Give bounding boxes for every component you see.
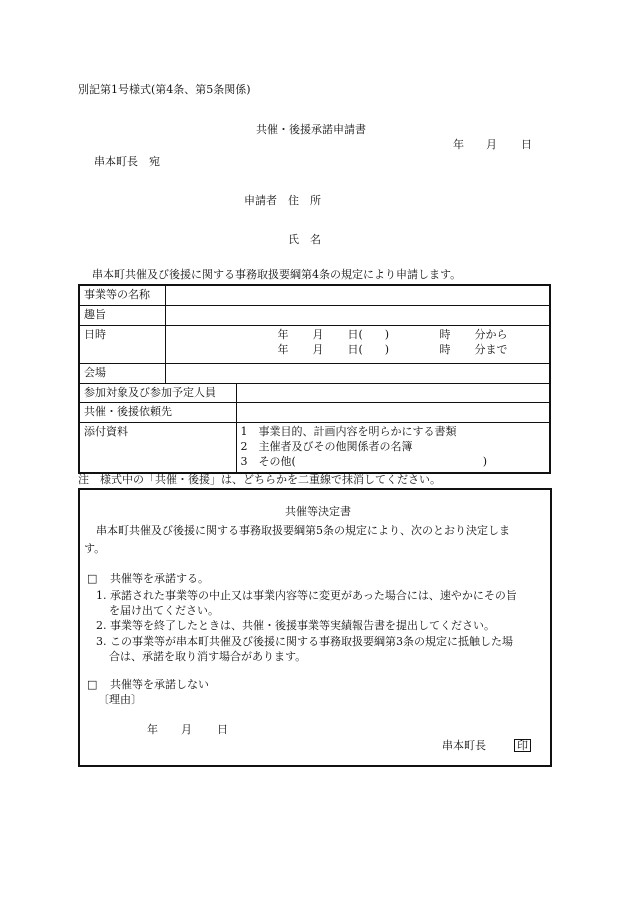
footnote: 注 様式中の「共催・後援」は、どちらかを二重線で抹消してください。 xyxy=(78,473,441,486)
condition-3-line1: 3. この事業等が串本町共催及び後援に関する事務取扱要綱第3条の規定に抵触した場 xyxy=(96,635,513,648)
page-title: 共催・後援承諾申請書 xyxy=(256,123,366,136)
start-day: 日( ) xyxy=(347,327,390,341)
datetime-end xyxy=(278,343,546,358)
end-year: 年 xyxy=(277,342,289,356)
application-form-table xyxy=(78,284,551,474)
decision-title: 共催等決定書 xyxy=(285,505,351,518)
venue-label: 会場 xyxy=(79,363,165,383)
table-row xyxy=(79,403,550,423)
decision-section xyxy=(78,488,552,767)
condition-2-line1: 2. 事業等を終了したときは、共催・後援事業等実績報告書を提出してください。 xyxy=(96,619,495,632)
applicant-address-label: 住 所 xyxy=(288,194,321,207)
decision-intro-line1: 串本町共催及び後援に関する事務取扱要綱第5条の規定により、次のとおり決定しま xyxy=(96,524,510,537)
table-row xyxy=(79,325,550,363)
datetime-start xyxy=(278,328,546,343)
request-value xyxy=(236,403,550,423)
purpose-value xyxy=(165,305,550,325)
table-row xyxy=(79,383,550,403)
attachment-item: 1 事業目的、計画内容を明らかにする書類 xyxy=(240,425,457,439)
seal-stamp: 印 xyxy=(514,739,531,752)
request-label: 共催・後援依頼先 xyxy=(79,403,236,423)
event-name-value xyxy=(165,285,550,305)
signer-label: 串本町長 xyxy=(442,739,486,752)
attachments-label: 添付資料 xyxy=(79,423,236,473)
applicant-label: 申請者 xyxy=(244,194,277,207)
datetime-label: 日時 xyxy=(79,325,165,363)
form-number-note: 別記第1号様式(第4条、第5条関係) xyxy=(78,83,251,96)
end-month: 月 xyxy=(312,342,324,356)
condition-1-line1: 1. 承諾された事業等の中止又は事業内容等に変更があった場合には、速やかにその旨 xyxy=(96,589,517,602)
reject-checkbox[interactable]: □ xyxy=(87,678,98,691)
attachment-item: 3 その他( ) xyxy=(240,454,488,468)
event-name-label: 事業等の名称 xyxy=(79,285,165,305)
condition-3-line2: 合は、承諾を取り消す場合があります。 xyxy=(109,650,307,663)
start-hour: 時 xyxy=(439,327,451,341)
end-minute: 分まで xyxy=(474,342,508,356)
table-row xyxy=(79,285,550,305)
table-row xyxy=(79,423,550,473)
datetime-value xyxy=(165,325,550,363)
table-row xyxy=(79,305,550,325)
approve-label: 共催等を承諾する。 xyxy=(110,572,209,585)
reject-label: 共催等を承諾しない xyxy=(110,678,209,691)
approve-checkbox[interactable]: □ xyxy=(87,572,98,585)
signature-line xyxy=(442,739,531,752)
end-hour: 時 xyxy=(439,342,451,356)
reason-label: 〔理由〕 xyxy=(98,693,142,706)
applicant-name-label: 氏 名 xyxy=(288,233,321,246)
table-row xyxy=(79,363,550,383)
decision-intro-line2: す。 xyxy=(84,542,106,555)
participants-label: 参加対象及び参加予定人員 xyxy=(79,383,236,403)
date-month: 月 xyxy=(486,138,497,151)
venue-value xyxy=(165,363,550,383)
date-year: 年 xyxy=(453,138,464,151)
end-day: 日( ) xyxy=(347,342,390,356)
addressee: 串本町長 宛 xyxy=(94,155,160,168)
start-year: 年 xyxy=(277,327,289,341)
participants-value xyxy=(236,383,550,403)
condition-1-line2: を届け出てください。 xyxy=(109,604,219,617)
decision-date-year: 年 xyxy=(147,723,158,736)
attachments-value xyxy=(236,423,550,473)
purpose-label: 趣旨 xyxy=(79,305,165,325)
attachment-item: 2 主催者及びその他関係者の名簿 xyxy=(240,440,413,454)
decision-date-month: 月 xyxy=(181,723,192,736)
application-statement: 串本町共催及び後援に関する事務取扱要綱第4条の規定により申請します。 xyxy=(92,268,462,281)
decision-date-day: 日 xyxy=(217,723,228,736)
start-month: 月 xyxy=(312,327,324,341)
date-day: 日 xyxy=(521,138,532,151)
start-minute: 分から xyxy=(474,327,508,341)
